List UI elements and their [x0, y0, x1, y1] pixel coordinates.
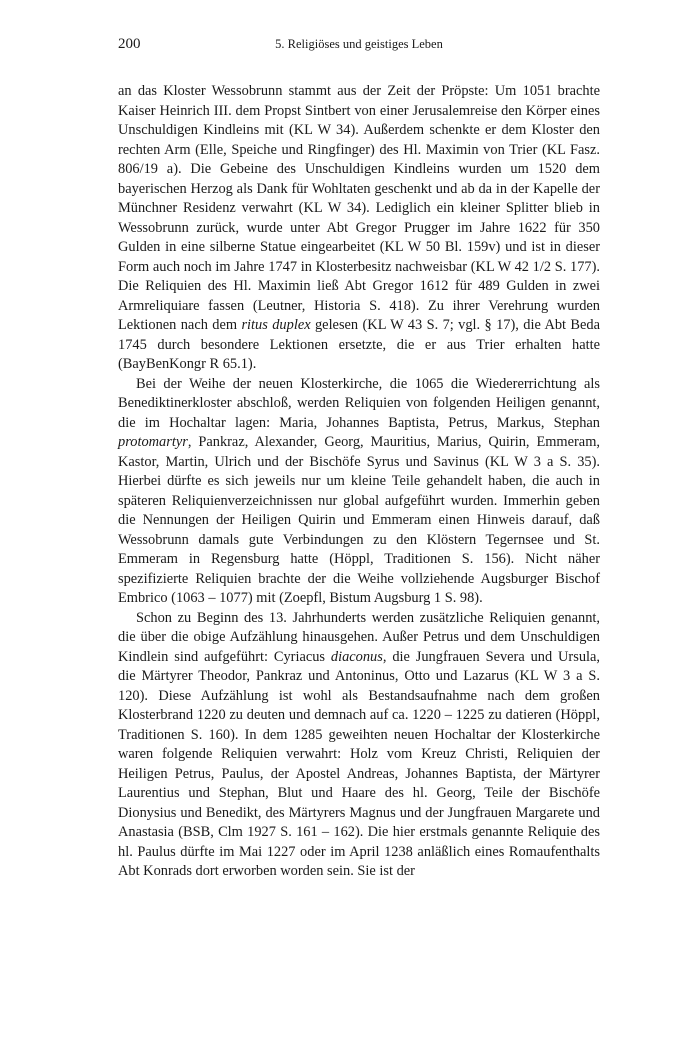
body-text	[118, 82, 600, 882]
italic-term: ritus duplex	[241, 317, 311, 333]
text-run: gelesen (KL W 43 S. 7; vgl. § 17), die Abt Beda 1745 durch besondere Lektionen ersetzte, die er aus Trier erhalten hatte (BayBenKongr R 65.1).	[118, 317, 600, 372]
text-run: Schon zu Beginn des 13. Jahrhunderts werden zusätzliche Reliquien genannt, die über die obige Aufzählung hinausgehen. Außer Petrus und dem Unschuldigen Kindlein sind aufgeführt: Cyriacus	[118, 609, 600, 665]
italic-term: protomartyr	[118, 434, 188, 450]
text-run: , die Jungfrauen Severa und Ursula, die Märtyrer Theodor, Pankraz und Antoninus, Otto und Lazarus (KL W 3 a S. 120). Diese Aufzählung ist wohl als Bestandsaufnahme nach dem großen Klosterbrand 1220 zu deuten und demnach auf ca. 1220 – 1225 zu datieren (Höppl, Traditionen S. 160). In dem 1285 geweihten neuen Hochaltar der Klosterkirche waren folgende Reliquien verwahrt: Holz vom Kreuz Christi, Reliquien der Heiligen Petrus, Paulus, der Apostel Andreas, Johannes Baptista, der Märtyrer Laurentius und Stephan, Blut und Haare des hl. Georg, Teile der Bischöfe Dionysius und Benedikt, des Märtyrers Magnus und der Jungfrauen Margarete und Anastasia (BSB, Clm 1927 S. 161 – 162). Die hier erstmals genannte Reliquie des hl. Paulus dürfte im Mai 1227 oder im April 1238 anläßlich eines Romaufenthalts Abt Konrads dort erworben worden sein. Sie ist der	[118, 648, 600, 879]
page-header	[118, 34, 600, 54]
text-run: , Pankraz, Alexander, Georg, Mauritius, Marius, Quirin, Emmeram, Kastor, Martin, Ulrich und der Bischöfe Syrus und Savinus (KL W 3 a S. 35). Hierbei dürfte es sich jeweils nur um kleine Teile gehandelt haben, die auch in späteren Reliquienverzeichnissen nur global aufgeführt wurden. Immerhin geben die Nennungen der Heiligen Quirin und Emmeram einen Hinweis darauf, daß Wessobrunn damals gute Verbindungen zu den Klöstern Tegernsee und St. Emmeram in Regensburg hatte (Höppl, Traditionen S. 156). Nicht näher spezifizierte Reliquien brachte der die Weihe vollziehende Augsburger Bischof Embrico (1063 – 1077) mit (Zoepfl, Bistum Augsburg 1 S. 98).	[118, 434, 600, 606]
italic-term: diaconus	[330, 648, 383, 665]
paragraph-3	[118, 609, 600, 882]
paragraph-1	[118, 82, 600, 375]
text-run: Bei der Weihe der neuen Klosterkirche, die 1065 die Wiedererrichtung als Benediktinerkloster abschloß, werden Reliquien von folgenden Heiligen genannt, die im Hochaltar lagen: Maria, Johannes Baptista, Petrus, Markus, Stephan	[118, 375, 600, 431]
page-number: 200	[118, 36, 141, 52]
running-head: 5. Religiöses und geistiges Leben	[275, 37, 443, 51]
text-run: an das Kloster Wessobrunn stammt aus der Zeit der Pröpste: Um 1051 brachte Kaiser Heinrich III. dem Propst Sintbert von einer Jerusalemreise den Körper eines Unschuldigen Kindleins mit (KL W 34). Außerdem schenkte er dem Kloster den rechten Arm (Elle, Speiche und Ringfinger) des Hl. Maximin von Trier (KL Fasz. 806/19 a). Die Gebeine des Unschuldigen Kindleins wurden um 1520 dem bayerischen Herzog als Dank für Wohltaten geschenkt und ab da in der Kapelle der Münchner Residenz verwahrt (KL W 34). Lediglich ein kleiner Splitter blieb in Wessobrunn zurück, wurde unter Abt Gregor Prugger im Jahre 1622 für 350 Gulden in eine silberne Statue eingearbeitet (KL W 50 Bl. 159v) und ist in dieser Form auch noch im Jahre 1747 in Klosterbesitz nachweisbar (KL W 42 1/2 S. 177). Die Reliquien des Hl. Maximin ließ Abt Gregor 1612 für 489 Gulden in zwei Armreliquiare fassen (Leutner, Historia S. 418). Zu ihrer Verehrung wurden Lektionen nach dem	[118, 83, 600, 333]
paragraph-2	[118, 375, 600, 609]
